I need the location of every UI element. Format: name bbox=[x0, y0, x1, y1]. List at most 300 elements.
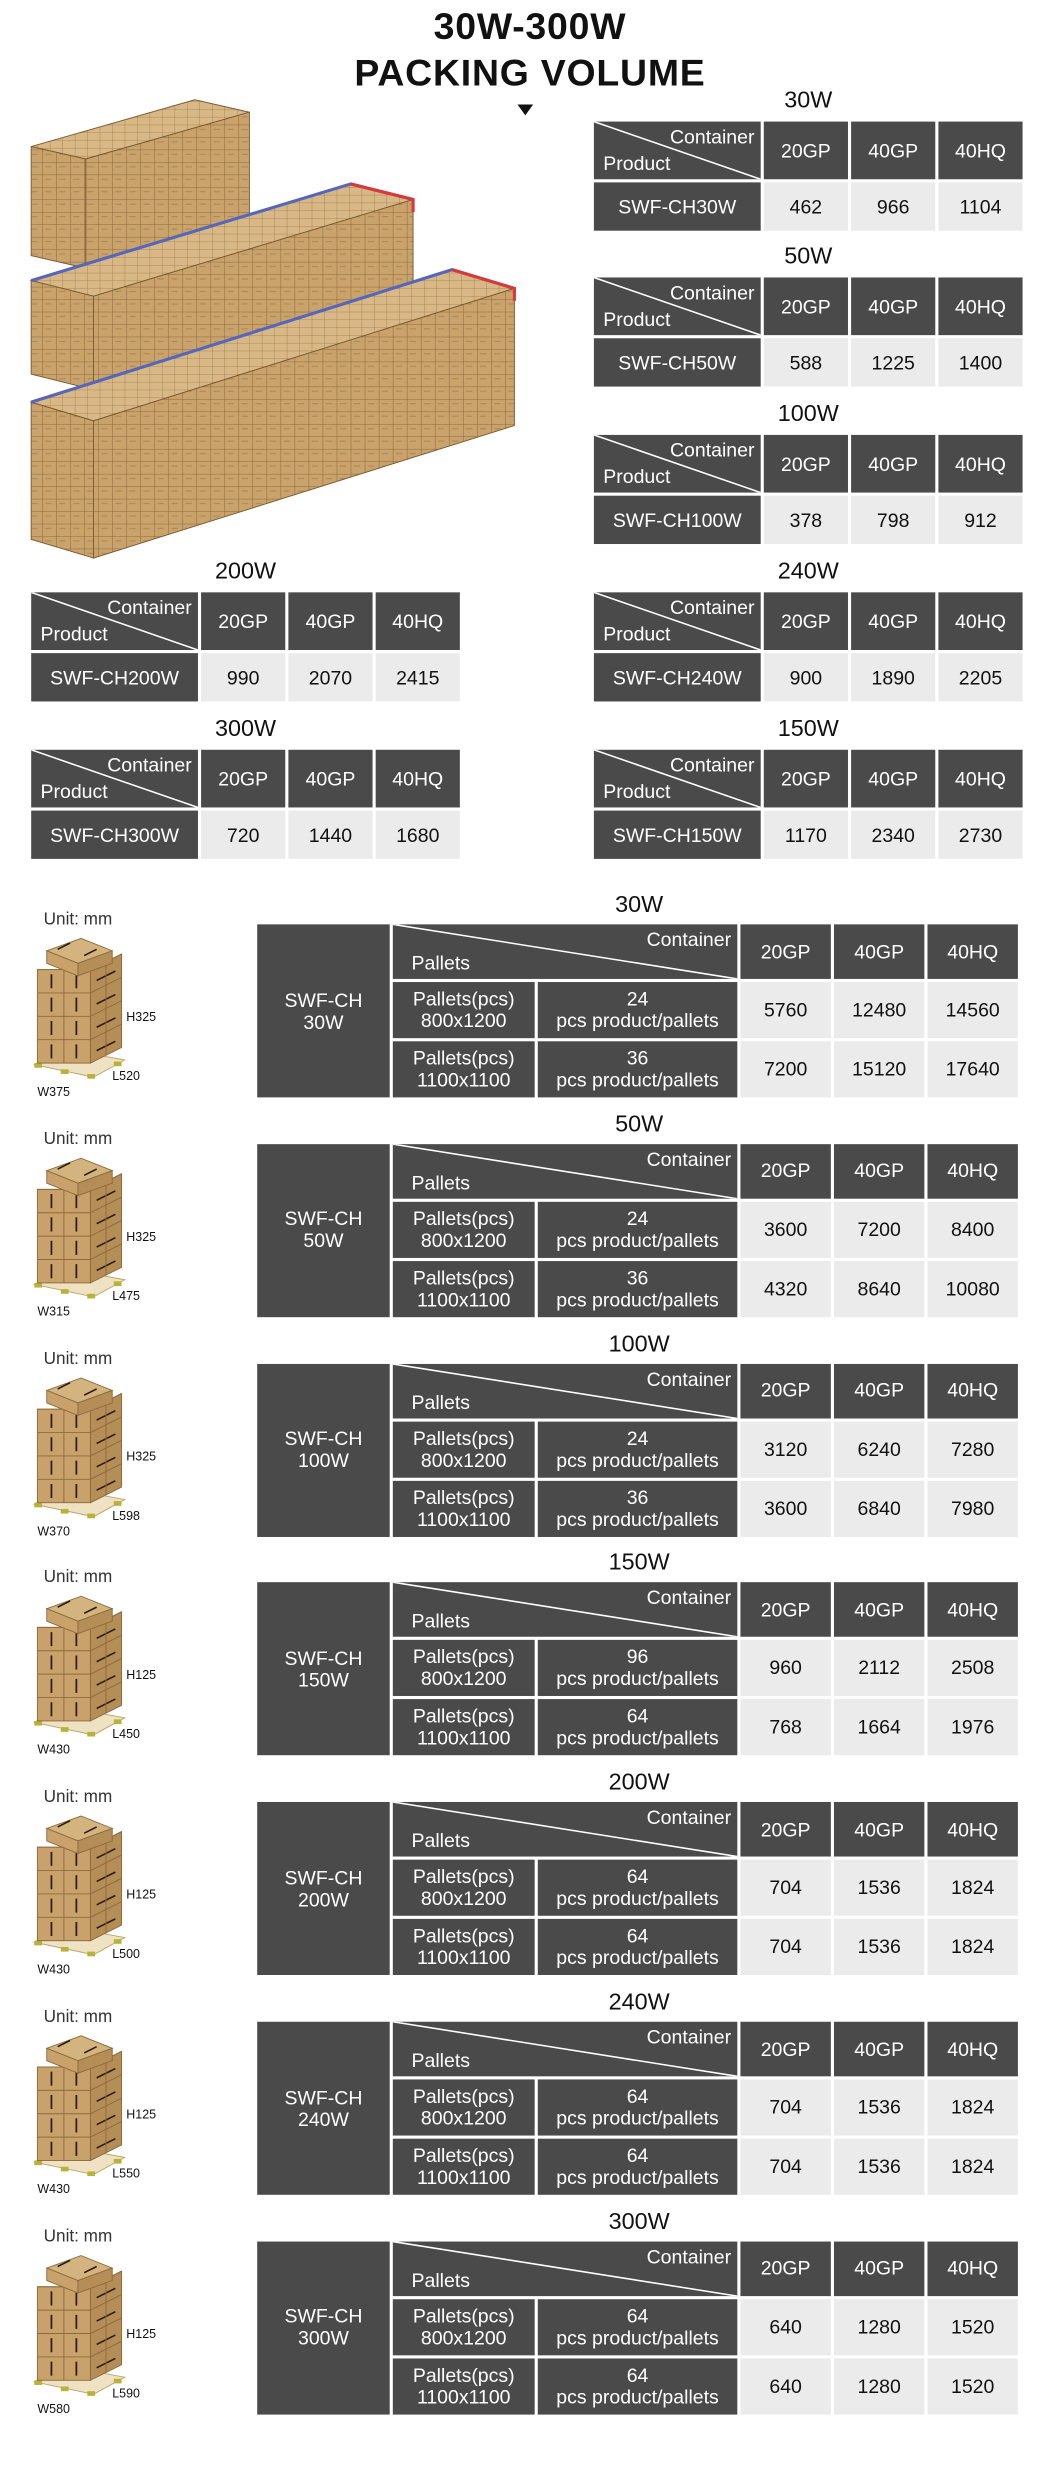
header-40hq: 40HQ bbox=[927, 1144, 1017, 1199]
product-cell: SWF-CH150W bbox=[594, 811, 761, 859]
unit-label: Unit: mm bbox=[43, 910, 113, 930]
pcs-line2: pcs product/pallets bbox=[556, 1887, 719, 1910]
pallet-line1: Pallets(pcs) bbox=[412, 988, 515, 1011]
page-title-line2: PACKING VOLUME bbox=[354, 52, 706, 96]
header-diagonal-cell bbox=[594, 592, 761, 650]
model-line1: SWF-CH bbox=[284, 1866, 363, 1889]
model-line2: 100W bbox=[297, 1449, 349, 1472]
header-40gp: 40GP bbox=[288, 750, 372, 808]
quantity-cell: 1664 bbox=[834, 1700, 924, 1756]
product-cell: SWF-CH300W bbox=[31, 811, 198, 859]
container-2-end-face bbox=[31, 281, 93, 390]
header-40hq: 40HQ bbox=[376, 750, 460, 808]
header-20gp: 20GP bbox=[764, 750, 848, 808]
pallet-size-cell bbox=[393, 1261, 535, 1317]
pallet-size-cell bbox=[393, 1041, 535, 1097]
pallet-line1: Pallets(pcs) bbox=[412, 1427, 515, 1450]
quantity-cell: 1536 bbox=[834, 1860, 924, 1916]
pcs-per-pallet-cell bbox=[538, 982, 738, 1038]
product-cell: SWF-CH50W bbox=[594, 338, 761, 386]
pallet-line2: 1100x1100 bbox=[416, 2166, 511, 2189]
model-cell bbox=[257, 1363, 389, 1536]
pallet-stack-illustration bbox=[31, 1813, 128, 1961]
quantity-cell: 960 bbox=[740, 1640, 830, 1696]
pallet-section-title: 30W bbox=[615, 891, 664, 919]
quantity-cell: 15120 bbox=[834, 1041, 924, 1097]
quantity-cell: 768 bbox=[740, 1700, 830, 1756]
pallet-size-cell bbox=[393, 2139, 535, 2195]
unit-label: Unit: mm bbox=[43, 1129, 113, 1149]
header-row-label: Pallets bbox=[411, 2269, 471, 2292]
pcs-line2: pcs product/pallets bbox=[556, 1288, 719, 1311]
pallet-table bbox=[257, 1363, 1021, 1536]
pallet-size-cell bbox=[393, 2358, 535, 2414]
pallet-section-title: 200W bbox=[608, 1769, 670, 1797]
header-20gp: 20GP bbox=[764, 277, 848, 335]
product-cell: SWF-CH240W bbox=[594, 653, 761, 701]
quantity-cell: 8640 bbox=[834, 1261, 924, 1317]
header-40gp: 40GP bbox=[851, 122, 935, 180]
header-container-label: Container bbox=[669, 282, 755, 304]
pcs-line1: 36 bbox=[626, 1486, 649, 1509]
pallet-section bbox=[0, 1550, 1060, 1760]
header-20gp: 20GP bbox=[764, 122, 848, 180]
pcs-line1: 24 bbox=[626, 1207, 649, 1230]
quantity-cell: 1280 bbox=[834, 2358, 924, 2414]
pcs-per-pallet-cell bbox=[538, 1261, 738, 1317]
pallet-illustration bbox=[31, 1594, 128, 1742]
quantity-cell: 912 bbox=[938, 496, 1022, 544]
model-line1: SWF-CH bbox=[284, 2086, 363, 2109]
packing-table-title: 50W bbox=[784, 243, 833, 270]
pcs-per-pallet-cell bbox=[538, 1202, 738, 1258]
pallet-section-title: 150W bbox=[608, 1550, 670, 1577]
model-line1: SWF-CH bbox=[284, 2305, 363, 2328]
model-line1: SWF-CH bbox=[284, 989, 363, 1011]
quantity-cell: 640 bbox=[740, 2299, 830, 2355]
header-40hq: 40HQ bbox=[927, 1583, 1017, 1638]
width-dimension: W370 bbox=[37, 1523, 70, 1538]
packing-table-title: 300W bbox=[214, 715, 277, 742]
pallet-stack-illustration bbox=[31, 1155, 128, 1303]
quantity-cell: 1536 bbox=[834, 2139, 924, 2195]
header-40hq: 40HQ bbox=[938, 435, 1022, 493]
header-40gp: 40GP bbox=[834, 1144, 924, 1199]
packing-table bbox=[594, 401, 1023, 549]
header-diagonal-cell bbox=[393, 2022, 737, 2077]
quantity-cell: 8400 bbox=[927, 1202, 1017, 1258]
header-row-label: Pallets bbox=[411, 952, 471, 975]
header-container-label: Container bbox=[669, 754, 755, 777]
header-row-label: Product bbox=[603, 780, 671, 803]
header-row-label: Pallets bbox=[411, 1391, 471, 1414]
packing-table-title: 30W bbox=[784, 87, 833, 114]
pallet-table bbox=[257, 1802, 1021, 1975]
pcs-line1: 24 bbox=[626, 1427, 649, 1450]
header-row-label: Product bbox=[603, 308, 671, 331]
pcs-per-pallet-cell bbox=[538, 1860, 738, 1916]
model-line1: SWF-CH bbox=[284, 1428, 363, 1450]
pallet-size-cell bbox=[393, 2079, 535, 2135]
quantity-cell: 3120 bbox=[740, 1421, 830, 1477]
width-dimension: W315 bbox=[37, 1304, 70, 1319]
quantity-cell: 720 bbox=[201, 811, 285, 859]
pallet-line2: 1100x1100 bbox=[416, 1288, 511, 1311]
header-40gp: 40GP bbox=[834, 1363, 924, 1418]
header-20gp: 20GP bbox=[740, 2022, 830, 2077]
header-container-label: Container bbox=[669, 126, 755, 149]
quantity-cell: 1680 bbox=[376, 811, 460, 859]
pallet-section bbox=[0, 892, 1060, 1102]
quantity-cell: 2205 bbox=[938, 653, 1022, 701]
pcs-line1: 64 bbox=[626, 2364, 649, 2387]
pallet-size-cell bbox=[393, 1421, 535, 1477]
quantity-cell: 1225 bbox=[851, 338, 935, 386]
pcs-per-pallet-cell bbox=[538, 1421, 738, 1477]
length-dimension: L520 bbox=[112, 1069, 140, 1084]
pcs-line2: pcs product/pallets bbox=[556, 1229, 719, 1252]
header-container-label: Container bbox=[646, 2245, 732, 2268]
quantity-cell: 1536 bbox=[834, 1919, 924, 1975]
product-cell: SWF-CH100W bbox=[594, 496, 761, 544]
header-40gp: 40GP bbox=[834, 2022, 924, 2077]
pallet-section bbox=[0, 2209, 1060, 2419]
header-20gp: 20GP bbox=[740, 1583, 830, 1638]
header-40gp: 40GP bbox=[851, 592, 935, 650]
pallet-section-title: 50W bbox=[615, 1111, 664, 1138]
packing-table bbox=[31, 715, 460, 863]
model-line1: SWF-CH bbox=[284, 1208, 363, 1231]
quantity-cell: 1520 bbox=[927, 2358, 1017, 2414]
header-40hq: 40HQ bbox=[938, 750, 1022, 808]
packing-table bbox=[594, 715, 1023, 863]
pcs-line1: 64 bbox=[626, 2305, 649, 2327]
header-40hq: 40HQ bbox=[927, 924, 1017, 979]
pallet-line1: Pallets(pcs) bbox=[412, 1486, 515, 1509]
pcs-per-pallet-cell bbox=[538, 2079, 738, 2135]
pcs-line1: 64 bbox=[626, 2085, 649, 2108]
header-diagonal-cell bbox=[31, 750, 198, 808]
pallet-line1: Pallets(pcs) bbox=[412, 1925, 515, 1948]
model-line2: 240W bbox=[297, 2108, 349, 2131]
packing-table bbox=[594, 243, 1023, 391]
header-row-label: Product bbox=[40, 623, 108, 646]
pcs-per-pallet-cell bbox=[538, 2139, 738, 2195]
quantity-cell: 7980 bbox=[927, 1480, 1017, 1536]
pallet-illustration bbox=[31, 1374, 128, 1522]
pallet-section bbox=[0, 1111, 1060, 1321]
pallet-line2: 800x1200 bbox=[420, 2107, 507, 2130]
pallet-size-cell bbox=[393, 1480, 535, 1536]
unit-label: Unit: mm bbox=[43, 1788, 113, 1807]
pcs-per-pallet-cell bbox=[538, 2299, 738, 2355]
header-40gp: 40GP bbox=[834, 1583, 924, 1638]
pcs-per-pallet-cell bbox=[538, 1640, 738, 1696]
pallet-line2: 800x1200 bbox=[420, 1668, 507, 1691]
quantity-cell: 7200 bbox=[834, 1202, 924, 1258]
pcs-line1: 36 bbox=[626, 1047, 649, 1070]
model-cell bbox=[257, 1802, 389, 1975]
header-container-label: Container bbox=[646, 1806, 732, 1829]
unit-label: Unit: mm bbox=[43, 1568, 113, 1588]
pallet-section-title: 300W bbox=[608, 2208, 670, 2236]
quantity-cell: 7200 bbox=[740, 1041, 830, 1097]
header-40gp: 40GP bbox=[851, 435, 935, 493]
header-container-label: Container bbox=[646, 1367, 732, 1390]
model-line2: 200W bbox=[297, 1888, 349, 1911]
height-dimension: H125 bbox=[126, 1887, 157, 1903]
quantity-cell: 1890 bbox=[851, 653, 935, 701]
model-cell bbox=[257, 2241, 389, 2414]
model-line2: 50W bbox=[303, 1230, 344, 1253]
header-row-label: Product bbox=[603, 466, 671, 488]
header-container-label: Container bbox=[107, 597, 192, 619]
pallet-line2: 1100x1100 bbox=[416, 1947, 511, 1970]
model-cell bbox=[257, 2022, 389, 2195]
header-diagonal-cell bbox=[393, 1583, 737, 1638]
quantity-cell: 1440 bbox=[288, 811, 372, 859]
pallet-line2: 1100x1100 bbox=[416, 2386, 511, 2409]
quantity-cell: 1824 bbox=[927, 2079, 1017, 2135]
quantity-cell: 1170 bbox=[764, 811, 848, 859]
pcs-per-pallet-cell bbox=[538, 2358, 738, 2414]
pallet-illustration bbox=[31, 2033, 128, 2181]
pallet-line1: Pallets(pcs) bbox=[412, 1047, 515, 1070]
packing-table bbox=[594, 558, 1023, 706]
pcs-line2: pcs product/pallets bbox=[556, 2386, 719, 2409]
header-diagonal-cell bbox=[393, 924, 737, 979]
product-cell: SWF-CH30W bbox=[594, 182, 761, 230]
quantity-cell: 7280 bbox=[927, 1421, 1017, 1477]
pallet-line1: Pallets(pcs) bbox=[412, 1207, 515, 1230]
pallet-stack-illustration bbox=[31, 2033, 128, 2181]
pallet-table bbox=[257, 1144, 1021, 1317]
header-diagonal-cell bbox=[594, 435, 761, 493]
pcs-line1: 64 bbox=[626, 2144, 649, 2167]
header-20gp: 20GP bbox=[740, 1802, 830, 1857]
container-1-end-face bbox=[31, 147, 86, 269]
height-dimension: H125 bbox=[126, 2107, 157, 2122]
pcs-line2: pcs product/pallets bbox=[556, 1947, 719, 1970]
width-dimension: W580 bbox=[37, 2401, 70, 2416]
pallet-line2: 1100x1100 bbox=[416, 1727, 511, 1750]
header-40gp: 40GP bbox=[851, 750, 935, 808]
header-40gp: 40GP bbox=[834, 2241, 924, 2296]
packing-table-title: 100W bbox=[777, 400, 839, 428]
height-dimension: H125 bbox=[126, 2326, 157, 2342]
product-cell: SWF-CH200W bbox=[31, 653, 198, 701]
header-40gp: 40GP bbox=[288, 592, 372, 650]
pallet-line1: Pallets(pcs) bbox=[412, 1266, 515, 1289]
header-20gp: 20GP bbox=[740, 924, 830, 979]
pcs-line2: pcs product/pallets bbox=[556, 2326, 719, 2349]
header-diagonal-cell bbox=[594, 277, 761, 335]
header-20gp: 20GP bbox=[740, 2241, 830, 2296]
quantity-cell: 1824 bbox=[927, 1860, 1017, 1916]
pcs-line1: 64 bbox=[626, 1925, 649, 1948]
length-dimension: L475 bbox=[112, 1288, 140, 1303]
pallet-size-cell bbox=[393, 2299, 535, 2355]
header-diagonal-cell bbox=[594, 750, 761, 808]
packing-table-title: 150W bbox=[777, 715, 839, 742]
length-dimension: L598 bbox=[112, 1508, 140, 1523]
quantity-cell: 2112 bbox=[834, 1640, 924, 1696]
packing-table-title: 240W bbox=[777, 558, 839, 585]
model-line2: 300W bbox=[297, 2327, 349, 2350]
header-row-label: Pallets bbox=[411, 2049, 471, 2072]
packing-table-title: 200W bbox=[214, 558, 277, 585]
quantity-cell: 1976 bbox=[927, 1700, 1017, 1756]
pallet-size-cell bbox=[393, 982, 535, 1038]
pallet-size-cell bbox=[393, 1919, 535, 1975]
unit-label: Unit: mm bbox=[43, 2227, 113, 2246]
quantity-cell: 1520 bbox=[927, 2299, 1017, 2355]
packing-table bbox=[31, 558, 460, 706]
width-dimension: W430 bbox=[37, 2182, 70, 2197]
pallet-stack-illustration bbox=[31, 2252, 128, 2400]
header-40hq: 40HQ bbox=[376, 592, 460, 650]
pcs-line2: pcs product/pallets bbox=[556, 2107, 719, 2130]
pallet-section bbox=[0, 1770, 1060, 1980]
quantity-cell: 378 bbox=[764, 496, 848, 544]
quantity-cell: 2730 bbox=[938, 811, 1022, 859]
pallet-line2: 800x1200 bbox=[420, 1449, 507, 1471]
pallet-section bbox=[0, 1331, 1060, 1541]
header-row-label: Pallets bbox=[411, 1171, 471, 1194]
pallet-size-cell bbox=[393, 1202, 535, 1258]
header-container-label: Container bbox=[646, 1148, 732, 1171]
pallet-section-title: 240W bbox=[608, 1989, 670, 2016]
length-dimension: L590 bbox=[112, 2386, 140, 2401]
header-40hq: 40HQ bbox=[927, 1802, 1017, 1857]
quantity-cell: 640 bbox=[740, 2358, 830, 2414]
quantity-cell: 966 bbox=[851, 182, 935, 230]
height-dimension: H125 bbox=[126, 1668, 157, 1683]
pallet-size-cell bbox=[393, 1700, 535, 1756]
pcs-per-pallet-cell bbox=[538, 1041, 738, 1097]
quantity-cell: 3600 bbox=[740, 1202, 830, 1258]
quantity-cell: 17640 bbox=[927, 1041, 1017, 1097]
quantity-cell: 1400 bbox=[938, 338, 1022, 386]
header-row-label: Pallets bbox=[411, 1610, 471, 1633]
header-row-label: Product bbox=[40, 780, 108, 803]
quantity-cell: 1104 bbox=[938, 182, 1022, 230]
header-container-label: Container bbox=[669, 597, 755, 619]
quantity-cell: 1280 bbox=[834, 2299, 924, 2355]
page-title-line1: 30W-300W bbox=[433, 6, 627, 49]
quantity-cell: 1536 bbox=[834, 2079, 924, 2135]
quantity-cell: 462 bbox=[764, 182, 848, 230]
model-line2: 30W bbox=[303, 1010, 344, 1033]
header-40gp: 40GP bbox=[834, 924, 924, 979]
header-row-label: Product bbox=[603, 623, 671, 646]
pcs-per-pallet-cell bbox=[538, 1919, 738, 1975]
pallet-section-title: 100W bbox=[608, 1330, 670, 1358]
pallet-line1: Pallets(pcs) bbox=[412, 2364, 515, 2387]
packing-table bbox=[594, 87, 1023, 235]
quantity-cell: 2070 bbox=[288, 653, 372, 701]
quantity-cell: 4320 bbox=[740, 1261, 830, 1317]
header-diagonal-cell bbox=[393, 1363, 737, 1418]
header-container-label: Container bbox=[646, 2026, 732, 2049]
header-20gp: 20GP bbox=[764, 435, 848, 493]
pallet-stack-illustration bbox=[31, 1374, 128, 1522]
pallet-line2: 1100x1100 bbox=[416, 1069, 511, 1092]
header-40gp: 40GP bbox=[851, 277, 935, 335]
height-dimension: H325 bbox=[126, 1010, 157, 1025]
pcs-line2: pcs product/pallets bbox=[556, 1668, 719, 1691]
header-40hq: 40HQ bbox=[927, 2241, 1017, 2296]
quantity-cell: 704 bbox=[740, 1860, 830, 1916]
length-dimension: L500 bbox=[112, 1947, 140, 1962]
pallet-section bbox=[0, 1989, 1060, 2199]
quantity-cell: 3600 bbox=[740, 1480, 830, 1536]
pcs-line2: pcs product/pallets bbox=[556, 2166, 719, 2189]
pallet-illustration bbox=[31, 1813, 128, 1961]
header-40gp: 40GP bbox=[834, 1802, 924, 1857]
header-container-label: Container bbox=[646, 929, 732, 951]
length-dimension: L550 bbox=[112, 2166, 140, 2181]
header-diagonal-cell bbox=[393, 2241, 737, 2296]
header-40hq: 40HQ bbox=[938, 592, 1022, 650]
quantity-cell: 12480 bbox=[834, 982, 924, 1038]
pcs-line2: pcs product/pallets bbox=[556, 1727, 719, 1750]
quantity-cell: 1824 bbox=[927, 1919, 1017, 1975]
pallet-line1: Pallets(pcs) bbox=[412, 2305, 515, 2327]
pallet-illustration bbox=[31, 1155, 128, 1303]
container-3-end-face bbox=[31, 402, 93, 558]
quantity-cell: 704 bbox=[740, 1919, 830, 1975]
pallet-line1: Pallets(pcs) bbox=[412, 2085, 515, 2108]
model-cell bbox=[257, 924, 389, 1097]
pallet-illustration bbox=[31, 935, 128, 1083]
quantity-cell: 1824 bbox=[927, 2139, 1017, 2195]
pcs-line1: 96 bbox=[626, 1646, 649, 1669]
pcs-line2: pcs product/pallets bbox=[556, 1069, 719, 1092]
model-cell bbox=[257, 1583, 389, 1756]
model-line1: SWF-CH bbox=[284, 1647, 363, 1670]
width-dimension: W430 bbox=[37, 1743, 70, 1758]
pallet-line2: 800x1200 bbox=[420, 1229, 507, 1252]
quantity-cell: 2340 bbox=[851, 811, 935, 859]
header-row-label: Pallets bbox=[411, 1830, 471, 1853]
pcs-line1: 24 bbox=[626, 988, 649, 1011]
quantity-cell: 5760 bbox=[740, 982, 830, 1038]
pallet-size-cell bbox=[393, 1640, 535, 1696]
quantity-cell: 2415 bbox=[376, 653, 460, 701]
pallet-line2: 800x1200 bbox=[420, 2326, 507, 2349]
pallet-stack-illustration bbox=[31, 1594, 128, 1742]
pallet-line1: Pallets(pcs) bbox=[412, 1866, 515, 1888]
header-diagonal-cell bbox=[31, 592, 198, 650]
pcs-line1: 64 bbox=[626, 1866, 649, 1888]
pcs-line1: 36 bbox=[626, 1266, 649, 1289]
header-40hq: 40HQ bbox=[938, 277, 1022, 335]
pallet-table bbox=[257, 1583, 1021, 1756]
header-40hq: 40HQ bbox=[927, 1363, 1017, 1418]
quantity-cell: 6840 bbox=[834, 1480, 924, 1536]
pallet-illustration bbox=[31, 2252, 128, 2400]
quantity-cell: 990 bbox=[201, 653, 285, 701]
pallet-line1: Pallets(pcs) bbox=[412, 2144, 515, 2167]
pallet-line1: Pallets(pcs) bbox=[412, 1705, 515, 1728]
pallet-table bbox=[257, 924, 1021, 1097]
pallet-stack-illustration bbox=[31, 935, 128, 1083]
quantity-cell: 2508 bbox=[927, 1640, 1017, 1696]
quantity-cell: 704 bbox=[740, 2079, 830, 2135]
pallet-size-cell bbox=[393, 1860, 535, 1916]
quantity-cell: 704 bbox=[740, 2139, 830, 2195]
